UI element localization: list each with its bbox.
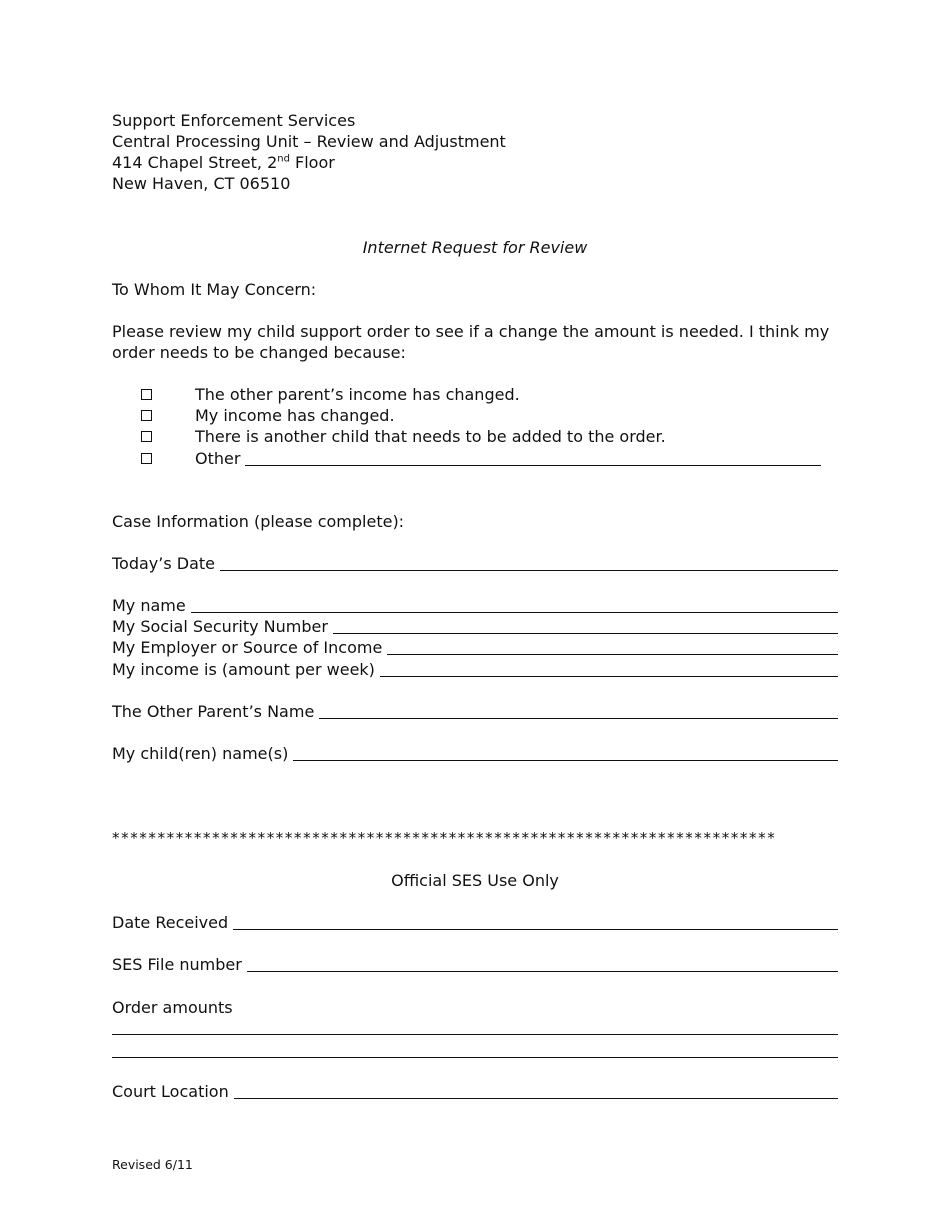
- ssn-field[interactable]: [333, 632, 838, 634]
- address-line-2: Central Processing Unit – Review and Adjustment: [112, 132, 506, 151]
- address-floor: Floor: [289, 153, 335, 172]
- other-parent-row: [112, 701, 838, 722]
- checkbox[interactable]: [141, 453, 152, 464]
- ssn-row: [112, 616, 838, 637]
- official-use-heading: Official SES Use Only: [391, 871, 559, 890]
- date-received-field[interactable]: [233, 928, 838, 930]
- other-parent-field[interactable]: [319, 717, 838, 719]
- court-location-label: Court Location: [112, 1082, 229, 1101]
- ses-file-label: SES File number: [112, 955, 242, 974]
- order-amounts-label: Order amounts: [112, 998, 233, 1017]
- reason-my-income[interactable]: [141, 405, 395, 426]
- checkbox[interactable]: [141, 431, 152, 442]
- revision-note: Revised 6/11: [112, 1157, 193, 1172]
- reason-label: The other parent’s income has changed.: [195, 385, 520, 404]
- case-info-heading: Case Information (please complete):: [112, 512, 405, 531]
- children-label: My child(ren) name(s): [112, 744, 289, 763]
- address-street: 414 Chapel Street, 2: [112, 153, 278, 172]
- intro-line-1: Please review my child support order to see if a change the amount is needed. I think my: [112, 322, 830, 341]
- reason-other-parent-income[interactable]: [141, 384, 520, 405]
- employer-label: My Employer or Source of Income: [112, 638, 383, 657]
- court-location-field[interactable]: [234, 1097, 838, 1099]
- reason-other-row: [195, 448, 821, 469]
- my-name-row: [112, 595, 838, 616]
- employer-row: [112, 637, 838, 658]
- reason-label: There is another child that needs to be added to the order.: [195, 427, 666, 446]
- employer-field[interactable]: [387, 653, 838, 655]
- separator: *************************************************************************: [112, 829, 777, 847]
- date-received-label: Date Received: [112, 913, 229, 932]
- todays-date-row: [112, 553, 838, 574]
- other-reason-field[interactable]: [245, 464, 821, 466]
- reason-label: My income has changed.: [195, 406, 395, 425]
- address-line-3: [112, 152, 335, 173]
- income-field[interactable]: [380, 675, 838, 677]
- address-line-4: New Haven, CT 06510: [112, 174, 291, 193]
- reason-other[interactable]: [141, 448, 823, 469]
- ses-file-field[interactable]: [247, 970, 838, 972]
- income-label: My income is (amount per week): [112, 660, 375, 679]
- reason-label: Other: [195, 449, 241, 468]
- children-field[interactable]: [293, 759, 838, 761]
- date-received-row: [112, 912, 838, 933]
- reason-another-child[interactable]: [141, 426, 666, 447]
- address-floor-suffix: nd: [277, 153, 290, 165]
- order-amounts-field-1[interactable]: [112, 1034, 838, 1035]
- todays-date-label: Today’s Date: [112, 554, 216, 573]
- ssn-label: My Social Security Number: [112, 617, 328, 636]
- ses-file-row: [112, 954, 838, 975]
- address-line-1: Support Enforcement Services: [112, 111, 356, 130]
- court-location-row: [112, 1081, 838, 1102]
- income-row: [112, 659, 838, 680]
- page-title: Internet Request for Review: [362, 238, 588, 257]
- my-name-label: My name: [112, 596, 186, 615]
- children-row: [112, 743, 838, 764]
- other-parent-label: The Other Parent’s Name: [112, 702, 315, 721]
- todays-date-field[interactable]: [220, 569, 838, 571]
- checkbox[interactable]: [141, 389, 152, 400]
- order-amounts-field-2[interactable]: [112, 1057, 838, 1058]
- my-name-field[interactable]: [191, 611, 838, 613]
- salutation: To Whom It May Concern:: [112, 280, 317, 299]
- intro-line-2: order needs to be changed because:: [112, 343, 406, 362]
- checkbox[interactable]: [141, 410, 152, 421]
